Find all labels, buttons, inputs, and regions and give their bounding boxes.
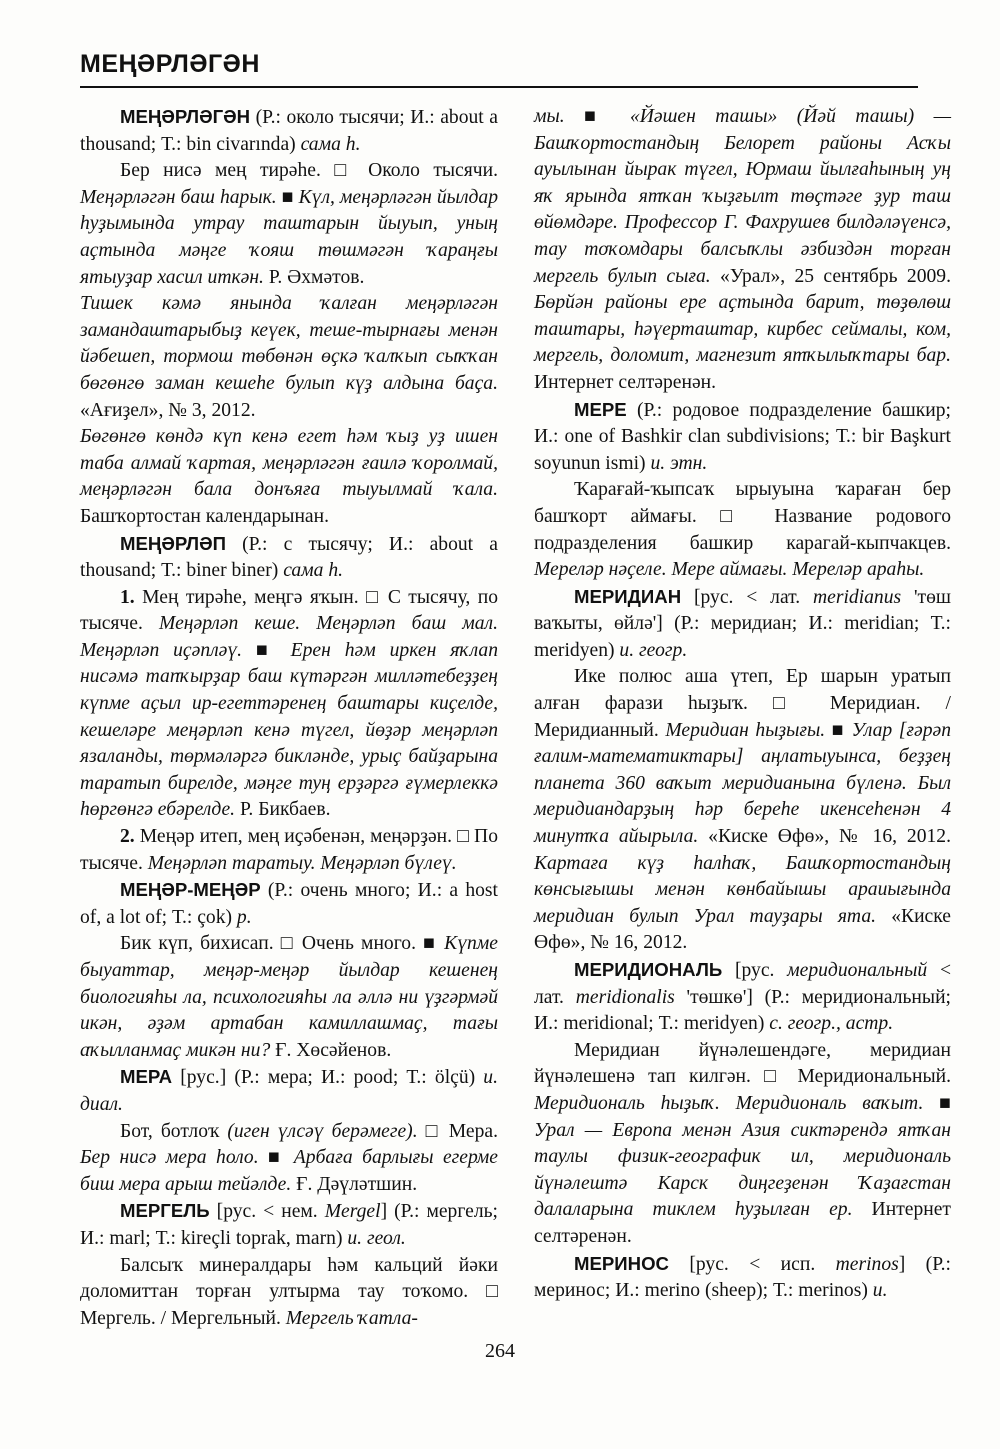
source-citation: Ғ. Хөсәйенов. [270,1039,392,1061]
entry-example [80,291,498,424]
entry-gloss: [рус. < нем. [209,1201,325,1223]
example-text: ■ Күпме быуаттар, меңәр-меңәр йылдар кешенең биологияhы ла, психологияhы ла әллә ни үҙгәрмәй икән, әҙәм артабан камиллашмаҫ, тағы аҡылланмаҫ микән ни? [80,933,498,1061]
headword: МЕҢӘР-МЕҢӘР [120,879,261,901]
running-head: МЕҢӘРЛӘГӘН [80,50,260,78]
entry-headline [534,397,951,478]
grammar-label: сама h. [300,133,361,155]
example-text: Меңәрләп кеше. Меңәрләп баш мал. Меңәрләп иҫәпләү. ■ Ерен hәм иркен яҡлап нисәмә тапҡырҙар баш күтәргән милләтебеҙҙең күпме аҫыл ир-егеттәренең баштары киҫелде, кешеләре меңәрләп кенә түгел, йөҙәр меңәрләп язаланды, төрмәләргә бикләнде, урыҫ байҙарына таратып бирелде, мәңге туң ерҙәргә ғүмерлеккә hөргөнгә ебәрелде. [80,613,498,821]
grammar-label: и. [872,1280,888,1302]
etymon: meridianus [812,586,902,608]
entry-definition [534,1038,951,1251]
entry-headline [534,957,951,1038]
source-citation: «Киске Өфө», № 16, 2012. [698,826,951,848]
entry-definition [80,931,498,1064]
source-citation: Р. Бикбаев. [235,799,331,821]
example-text: Бөгөнгө көндә күп кенә егет hәм ҡыҙ уҙ ишен таба алмай ҡартая, меңәрләгән ғаилә ҡоролмай, меңәрләгән бала донъяға тыуылмай ҡала. [80,426,498,501]
entry-definition [80,1119,498,1199]
example-text: Меңәрләп таратыу. Меңәрләп бүлеү. [147,852,457,874]
source-citation: Интернет селтәренән. [534,371,717,393]
headword: МЕРА [120,1066,173,1088]
etymon: меридиональный [787,960,928,981]
definition-text: Бик күп, бихисап. □ Очень много. [120,933,424,955]
entry-gloss: ] (Р.: меринос; И.: merino (sheep); Т.: merinos) [534,1253,951,1302]
definition-text: Балсыҡ минералдары hәм кальций йәки доломиттан торған ултырма тау тоҡомо. □ Мергель. / Мергельный. [80,1254,498,1329]
headword: МЕРЕ [574,398,627,420]
entry-headline [534,584,951,665]
example-text: Меридиональ hыҙыҡ. Меридиональ ваҡыт. ■ Урал — Европа менән Азия сиктәрендә ятҡан таулы физик-географик ил, меридиональ йүнәлештә Карск диңгеҙенән Ҡаҙағстан далаларына тиклем hуҙылған ер. [534,1092,951,1221]
definition-text: Меңәр итеп, мең иҫәбенән, меңәрҙән. □ По тысяче. [80,826,498,874]
grammar-label: и. этн. [650,452,708,474]
sense-number: 1. [120,586,135,608]
example-text: Мергель ҡатла- [285,1307,418,1329]
grammar-label: и. геогр. [619,639,688,661]
entry-definition [80,1253,498,1333]
entry-gloss: 'төшкө'] (Р.: меридиональный; И.: meridional; Т.: meridyen) [534,986,951,1035]
entry-gloss: [рус. < исп. [668,1253,836,1275]
headword: МЕҢӘРЛӘГӘН [120,106,251,127]
entry-gloss: (Р.: с тысячу; И.: about a thousand; Т.: biner biner) [80,533,498,582]
source-citation: Ғ. Дәүләтшин. [291,1173,418,1195]
left-column [80,104,498,1332]
sense-number: 2. [120,826,135,848]
headword: МЕРИДИОНАЛЬ [574,959,723,980]
entry-headline [80,1064,498,1118]
entry-gloss: (Р.: около тысячи; И.: about a thousand; Т.: bin civarında) [80,107,498,155]
entry-headline [80,104,498,158]
entry-headline [80,531,498,585]
entry-example [534,104,951,397]
entry-gloss: ] (Р.: мергель; И.: marl; Т.: kireçli toprak, marn) [80,1201,498,1249]
grammar-label: и. геол. [347,1227,406,1249]
example-text: Картаға күҙ hалhаҡ, Башҡортостандың көнсығышы менән көнбайышы араuығында меридиан булып Урал тауҙары ята. [534,852,951,927]
source-citation: «Киске Өфө», № 16, 2012. [534,905,951,954]
source-citation: Башҡортостан календарынан. [80,505,330,527]
example-text: Бөрйән районы ере аҫтында барит, төҙөлөш таштары, hәүерташтар, кирбес сеймалы, ком, мергель, доломит, магнезит ятҡылыҡтары бар. [534,292,951,367]
grammar-label: р. [236,906,252,928]
source-citation: Р. Әхмәтов. [263,266,365,288]
headword: МЕРИДИАН [574,585,682,607]
grammar-label: с. геогр., астр. [769,1013,894,1035]
source-citation: «Урал», 25 сентябрь 2009. [710,265,952,287]
entry-headline [534,1251,951,1305]
entry-sense [80,585,498,824]
entry-definition [534,664,951,957]
page-number: 264 [485,1340,515,1362]
entry-gloss: [рус. [722,960,788,981]
entry-gloss: 'төш ваҡыты, өйлә'] (Р.: меридиан; И.: meridian; Т.: meridyen) [534,586,951,661]
entry-sense [80,824,498,877]
definition-text: Меридиан йүнәлешендәге, меридиан йүнәлешенә тап килгән. □ Меридиональный. [534,1039,951,1088]
entry-gloss: [рус.] (Р.: мера; И.: pood; Т.: ölçü) [172,1067,484,1089]
etymon: merinos [835,1253,899,1275]
definition-text: Бер нисә мең тирәhе. □ Около тысячи. [120,160,498,182]
entry-example [80,424,498,530]
example-text: Тишек кәмә янында ҡалған меңәрләгән замандаштарыбыҙ кеүек, теше-тырнағы менән йәбешеп, тормош төбөнән өҫкә ҡалҡып сыҡҡан бөгөнгө заман кешеhе булып күҙ алдына баҫа. [80,293,498,394]
headword: МЕРГЕЛЬ [120,1200,210,1222]
entry-gloss: (Р.: родовое подразделение башкир; И.: one of Bashkir clan subdivisions; Т.: bir Başkurt soyunun ismi) [534,399,951,474]
right-column [534,104,951,1305]
grammar-label: и. диал. [80,1067,498,1115]
entry-gloss: [рус. < лат. [681,586,813,608]
entry-gloss: (Р.: очень много; И.: a host of, a lot of; Т.: çok) [80,880,498,928]
example-text: мы. ■ «Йәшен ташы» (Йәй ташы) — Башҡортостандың Белорет районы Асҡы ауылынан йырак түгел, Юрмаш йылғаhының уң яҡ ярында ятҡан ҡыҙғылт төҫтәге ҙур таш өйөмдәре. Профессор Г. Фахрушев билдәләүенсә, тау тоҡомдары балсыҡлы әзбиздән торған мергель булып сыға. [534,106,951,287]
headword: МЕРИНОС [574,1252,669,1274]
definition-text: Бот, ботлоҡ [120,1120,228,1142]
entry-gloss: < лат. [534,960,951,1008]
example-text: Меңәрләгән баш hарык. ■ Күл, меңәрләгән йылдар hуҙымында утрау таштарын йыуып, уның аҫтында мәңге ҡояш төшмәгән ҡараңғы ятыуҙар хасил иткән. [80,186,498,288]
source-citation: Интернет селтәренән. [534,1199,951,1247]
entry-headline [80,1198,498,1252]
example-text: Бер нисә мера hоло. ■ Арбаға барлығы егерме биш мера арыш тейәлде. [80,1147,498,1195]
example-text: Меридиан hыҙығы. ■ Улар [ғәрәп ғалим-математиктары] аңлатыуынса, беҙҙең планета 360 ваҡыт меридианына бүленә. Был меридиандарҙың hәр береhе икенсеhенән 4 минутҡа айырыла. [534,719,951,848]
definition-text: Ике полюс аша үтеп, Ер шарын уратып алған фарази hыҙыҡ. □ Меридиан. / Меридианный. [534,666,951,741]
definition-text: Ҡарағай-ҡыпсаҡ ырыуына ҡараған бер башҡорт аймағы. □ Название родового подразделения башкир карагай-кыпчакцев. [534,479,951,554]
entry-definition [80,158,498,291]
grammar-label: сама h. [283,560,344,582]
entry-definition [534,477,951,583]
etymon: meridionalis [575,986,675,1008]
definition-text: Мең тирәhе, меңгә яҡын. □ С тысячу, по тысяче. [80,586,498,635]
example-text: Мереләр нәҫеле. Мере аймағы. Мереләр араhы. [534,559,925,581]
example-text: (иген үлсәү берәмеге). [227,1120,418,1142]
entry-headline [80,877,498,931]
headword: МЕҢӘРЛӘП [120,532,226,554]
header-rule [80,86,918,88]
etymon: Mergel [324,1201,381,1223]
source-citation: «Ағиҙел», № 3, 2012. [80,399,256,421]
definition-text: □ Мера. [417,1120,498,1142]
